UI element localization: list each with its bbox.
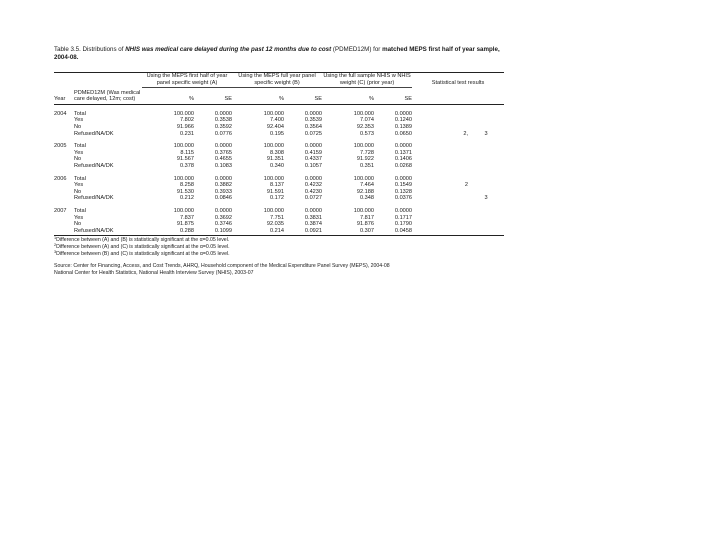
stat-test-1-cell [412,170,468,183]
stat-test-1-cell [412,117,468,124]
year-cell [54,163,74,170]
se-a-cell: 0.0776 [214,130,233,137]
pct-c-cell: 100.000 [353,208,375,214]
pct-a-cell: 0.212 [180,195,194,202]
se-b-cell: 0.0000 [304,208,323,214]
pct-c-cell: 91.922 [356,156,375,163]
row-label-cell: Total [74,143,86,150]
pct-c-cell: 0.348 [360,195,375,202]
se-c-header: SE [374,88,412,105]
pct-a-cell: 0.288 [142,228,194,236]
pct-c-cell: 100.000 [353,175,375,182]
distribution-table [54,72,504,236]
pct-c-cell: 0.573 [360,130,375,137]
pct-a-cell: 7.802 [180,117,194,124]
year-cell [54,215,74,222]
stat-test-2-cell [468,137,504,150]
pct-a-header: % [142,88,194,105]
year-cell [54,195,74,202]
se-a-cell: 0.4655 [214,156,233,163]
stat-test-2-cell [468,170,504,183]
table-row [54,170,504,183]
stat-test-1-cell [412,150,468,157]
pct-c-cell: 7.074 [360,117,375,124]
se-b-cell: 0.3539 [304,117,323,124]
pct-c-cell: 100.000 [353,110,375,117]
title-prefix: Table 3.5. Distributions of [54,46,126,53]
pct-a-cell: 8.115 [180,149,194,156]
se-b-cell: 0.4337 [304,156,323,163]
se-a-cell: 0.0846 [214,195,233,202]
stat-test-1-cell: 2, [463,130,469,137]
se-c-cell: 0.0268 [394,163,413,170]
pct-b-cell: 91.591 [266,188,285,195]
row-label-cell: Total [74,208,86,214]
year-cell [54,150,74,157]
se-a-cell: 0.3692 [214,214,233,221]
title-variable: (PDMED12M) for [331,46,383,53]
pct-b-header: % [232,88,284,105]
stat-test-2-cell [468,124,504,131]
year-cell [54,189,74,196]
pct-a-cell: 100.000 [173,175,194,182]
table-row [54,228,504,236]
stat-test-1-cell [412,221,468,228]
pct-a-cell: 0.231 [180,130,194,137]
pct-a-cell: 7.837 [180,214,194,221]
year-cell [54,124,74,131]
row-label-cell: No [74,188,82,195]
table-row [54,189,504,196]
se-a-cell: 0.0000 [214,143,233,150]
se-b-cell: 0.4230 [304,188,323,195]
se-c-cell: 0.1717 [394,214,413,221]
row-label-cell: Yes [74,117,84,124]
stat-test-1-cell [412,163,468,170]
stat-test-2-cell: 3 [484,195,488,202]
group-a-header: Using the MEPS first half of year panel specific weight (A) [142,73,232,88]
source-line: Source: Center for Financing, Access, and Cost Trends, AHRQ, Household component of the Medical Expenditure Panel Survey (MEPS), 2004-08 [54,263,390,270]
year-cell [54,228,74,236]
stat-test-2-cell [468,104,504,117]
stat-test-1-cell [412,215,468,222]
stat-test-1-cell: 2 [464,182,469,189]
table-body [54,104,504,236]
table-row [54,195,504,202]
se-a-cell: 0.0000 [214,208,233,214]
row-label-cell: No [74,156,82,163]
stat-test-2-cell [468,182,504,189]
stat-test-1-cell [412,195,468,202]
pct-b-cell: 0.340 [270,163,285,170]
stat-test-2-cell [468,163,504,170]
row-label-cell: Yes [74,182,84,189]
se-b-cell: 0.0921 [284,228,322,236]
se-b-cell: 0.4232 [304,182,323,189]
row-label-cell: No [74,124,82,131]
source-note [54,263,504,277]
pct-a-cell: 8.258 [180,182,194,189]
table-title [54,46,504,62]
stat-test-2-cell [468,221,504,228]
column-header-row [54,88,504,105]
pct-b-cell: 8.308 [270,149,285,156]
title-sample: matched MEPS first half of year sample, 2004-08. [54,46,500,61]
group-b-header: Using the MEPS full year panel specific weight (B) [232,73,322,88]
pct-a-cell: 91.530 [176,188,194,195]
pct-b-cell: 7.751 [270,214,285,221]
pct-b-cell: 91.351 [266,156,285,163]
pct-b-cell: 100.000 [263,175,285,182]
pct-c-header: % [322,88,374,105]
se-c-cell: 0.0000 [394,143,413,150]
row-label-cell: Yes [74,149,84,156]
year-cell: 2006 [54,175,67,182]
pct-b-cell: 0.195 [270,130,285,137]
pct-b-cell: 7.400 [270,117,285,124]
footnote: $^2$Difference between (A) and (C) is statistically significant at the α=0.05 level. [54,243,230,251]
pct-a-cell: 91.966 [176,124,194,131]
pct-b-cell: 92.404 [266,124,285,131]
se-a-cell: 0.1083 [214,163,233,170]
stat-test-2-cell [468,156,504,163]
pct-c-cell: 92.188 [356,188,375,195]
se-b-cell: 0.0725 [304,130,323,137]
pct-a-cell: 91.875 [176,221,194,228]
pct-a-cell: 0.378 [180,163,194,170]
year-cell: 2004 [54,110,67,117]
table-row [54,150,504,157]
se-c-cell: 0.1328 [394,188,413,195]
se-c-cell: 0.1406 [394,156,413,163]
pct-c-cell: 0.307 [322,228,374,236]
se-c-cell: 0.0000 [394,110,413,117]
row-label-cell: Refused/NA/DK [74,228,142,236]
pct-b-cell: 100.000 [263,208,285,214]
se-b-cell: 0.0000 [304,143,323,150]
row-label-cell: Yes [74,214,84,221]
se-a-cell: 0.3765 [214,149,233,156]
pct-b-cell: 0.214 [232,228,284,236]
pct-a-cell: 100.000 [173,208,194,214]
table-row [54,156,504,163]
table-row [54,131,504,138]
year-cell [54,182,74,189]
se-a-cell: 0.0000 [214,110,233,117]
pct-c-cell: 7.817 [360,214,375,221]
year-cell: 2007 [54,208,67,214]
stat-test-2-cell [468,228,504,236]
source-line: National Center for Health Statistics, National Health Interview Survey (NHIS), 2003-07 [54,270,254,277]
se-b-cell: 0.0000 [304,175,323,182]
footnote: $^1$Difference between (A) and (B) is statistically significant at the α=0.05 level. [54,236,230,244]
year-cell [54,156,74,163]
pct-c-cell: 7.728 [360,149,375,156]
pct-c-cell: 7.464 [360,182,375,189]
stat-header: Statistical test results [412,73,504,88]
pct-c-cell: 0.351 [360,163,375,170]
year-cell [54,117,74,124]
pct-b-cell: 8.137 [270,182,285,189]
se-c-cell: 0.0000 [394,208,413,214]
group-c-header: Using the full sample NHIS w NHIS weight (C) (prior year) [322,73,412,88]
table-row [54,117,504,124]
row-label-cell: Total [74,175,86,182]
stat-test-1-cell [412,137,468,150]
footnote: $^3$Difference between (B) and (C) is statistically significant at the α=0.05 level. [54,250,230,258]
se-a-header: SE [194,88,232,105]
pct-b-cell: 100.000 [263,143,285,150]
stat-test-2-cell [468,150,504,157]
se-b-header: SE [284,88,322,105]
se-b-cell: 0.4159 [304,149,323,156]
stat-test-1-cell [412,124,468,131]
pct-b-cell: 100.000 [263,110,285,117]
stat-test-2-cell [468,215,504,222]
row-label-cell: Refused/NA/DK [74,163,114,170]
stat-test-1-cell [412,156,468,163]
row-label-cell: No [74,221,82,228]
se-c-cell: 0.0458 [374,228,412,236]
se-c-cell: 0.1240 [394,117,413,124]
pct-c-cell: 92.353 [356,124,375,131]
stat-test-2-cell: 3 [484,130,488,137]
pct-a-cell: 100.000 [173,110,194,117]
pct-c-cell: 91.876 [356,221,375,228]
se-c-cell: 0.1389 [394,124,413,131]
table-row [54,124,504,131]
se-b-cell: 0.1057 [304,163,323,170]
se-b-cell: 0.3874 [304,221,323,228]
se-c-cell: 0.0650 [394,130,413,137]
se-a-cell: 0.3746 [214,221,233,228]
se-b-cell: 0.3831 [304,214,323,221]
table-row [54,104,504,117]
se-a-cell: 0.3592 [214,124,233,131]
pct-c-cell: 100.000 [353,143,375,150]
table-document [54,46,504,277]
se-a-cell: 0.3882 [214,182,233,189]
se-c-cell: 0.1371 [394,149,413,156]
row-label-cell: Refused/NA/DK [74,195,114,202]
variable-header: PDMED12M (Was medical care delayed, 12m; cost) [74,88,142,105]
row-label-cell: Total [74,110,86,117]
table-row [54,202,504,215]
table-row [54,215,504,222]
stat-test-1-cell [412,202,468,215]
stat-test-1-cell [412,189,468,196]
stat-test-2-cell [468,202,504,215]
se-a-cell: 0.3538 [214,117,233,124]
table-row [54,163,504,170]
se-c-cell: 0.1549 [394,182,413,189]
footnotes [54,237,504,258]
se-c-cell: 0.0376 [394,195,413,202]
year-cell [54,221,74,228]
se-c-cell: 0.0000 [394,175,413,182]
table-row [54,137,504,150]
se-a-cell: 0.3933 [214,188,233,195]
pct-b-cell: 92.035 [266,221,285,228]
pct-a-cell: 91.567 [176,156,194,163]
se-b-cell: 0.0727 [304,195,323,202]
stat-test-2-cell [468,117,504,124]
se-b-cell: 0.0000 [304,110,323,117]
se-a-cell: 0.0000 [214,175,233,182]
table-row [54,182,504,189]
pct-a-cell: 100.000 [173,143,194,150]
table-row [54,221,504,228]
year-cell: 2005 [54,143,67,150]
pct-b-cell: 0.172 [270,195,285,202]
stat-test-1-cell [412,228,468,236]
group-header-row [54,73,504,88]
title-question: NHIS was medical care delayed during the past 12 months due to cost [125,46,332,53]
year-header: Year [54,88,74,105]
row-label-cell: Refused/NA/DK [74,130,114,137]
se-a-cell: 0.1099 [194,228,232,236]
se-b-cell: 0.3564 [304,124,323,131]
year-cell [54,131,74,138]
stat-test-1-cell [412,104,468,117]
se-c-cell: 0.1790 [394,221,413,228]
stat-test-2-cell [468,189,504,196]
